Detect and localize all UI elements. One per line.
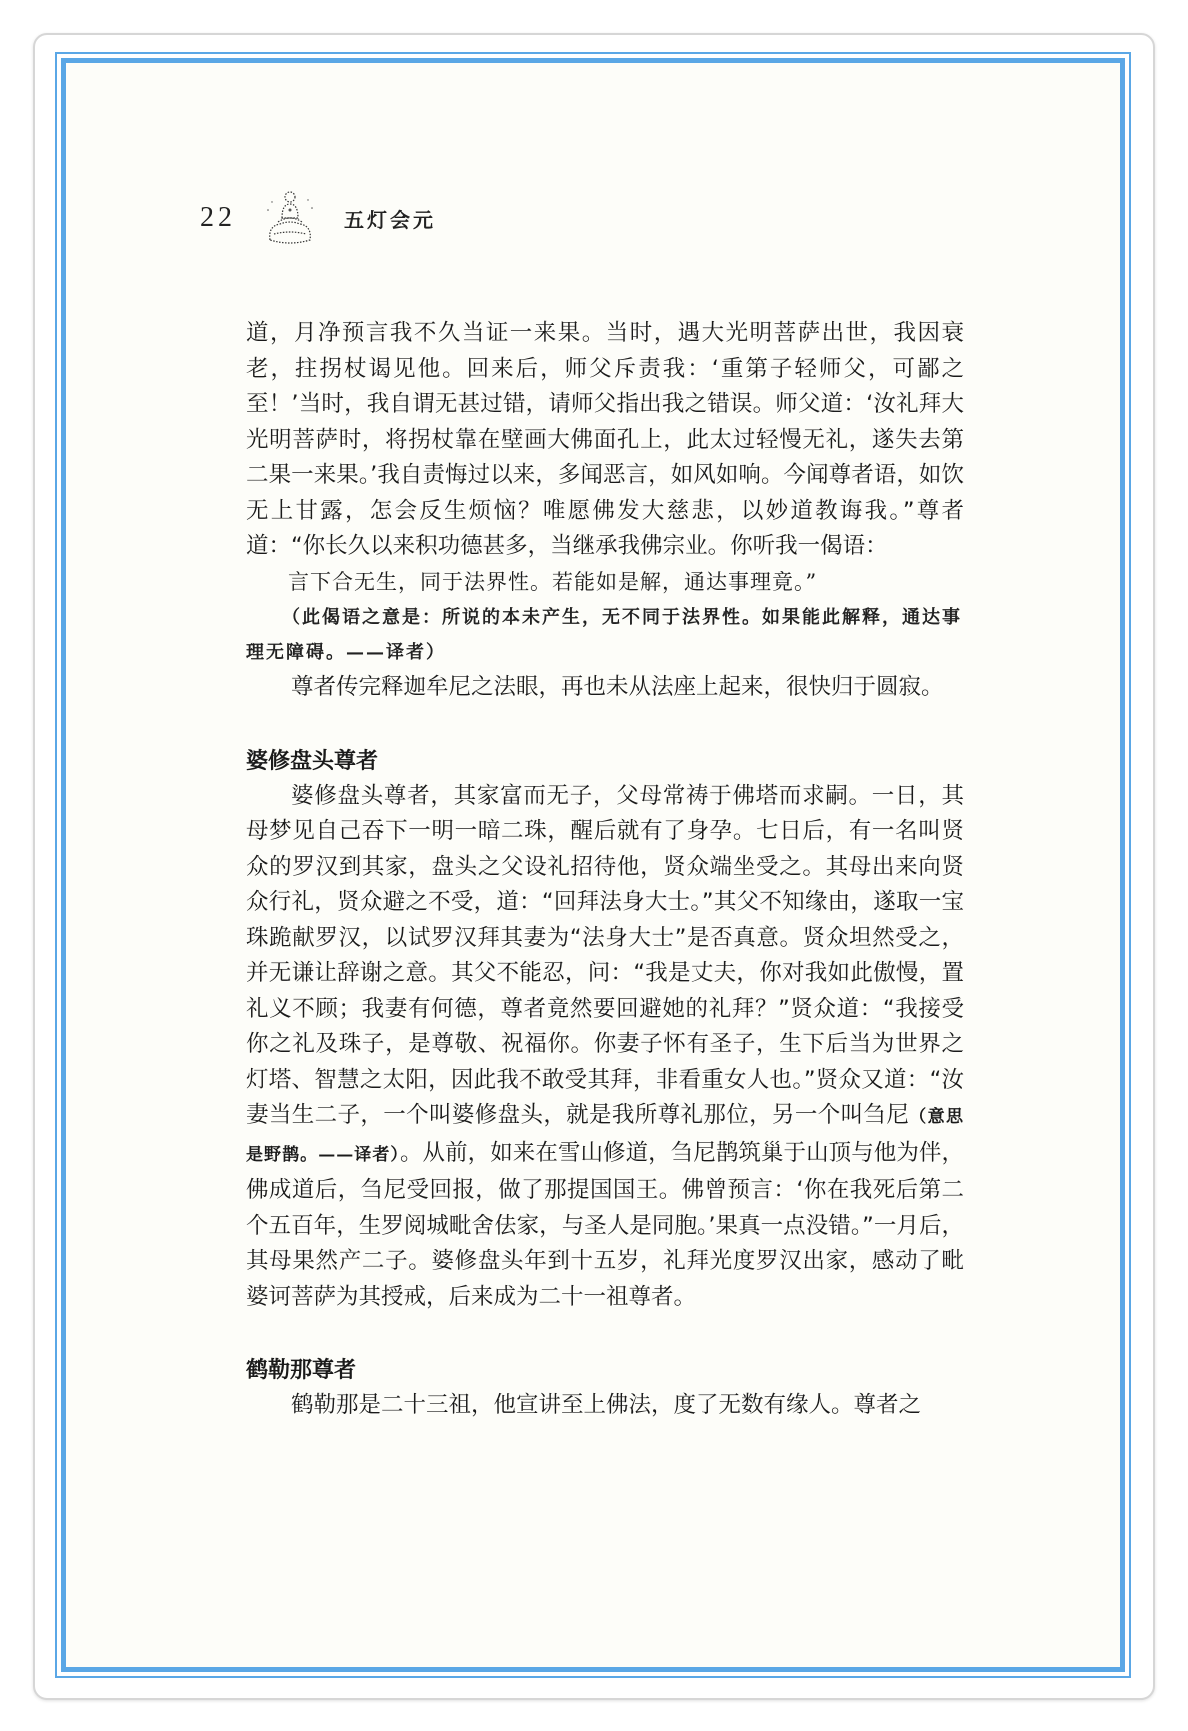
section-heading-vasubandhu: 婆修盘头尊者 [246, 748, 379, 774]
page-number: 22 [200, 202, 236, 233]
paragraph-continued: 道，月净预言我不久当证一来果。当时，遇大光明菩萨出世，我因衰老，拄拐杖谒见他。回来后，师父斥责我：‘重第子轻师父，可鄙之至！’当时，我自谓无甚过错，请师父指出我之错误。师父道：‘汝礼拜大光明菩萨时，将拐杖靠在壁画大佛面孔上，此太过轻慢无礼，遂失去第二果一来果。’我自责悔过以来，多闻恶言，如风如响。今闻尊者语，如饮无上甘露，怎会反生烦恼？唯愿佛发大慈悲，以妙道教诲我。”尊者道：“你长久以来积功德甚多，当继承我佛宗业。你听我一偈语： [246, 320, 964, 559]
running-header [200, 188, 436, 248]
paragraph-text: 。从前，如来在雪山修道，刍尼鹊筑巢于山顶与他为伴，佛成道后，刍尼受回报，做了那提国国王。佛曾预言：‘你在我死后第二个五百年，生罗阅城毗舍佉家，与圣人是同胞。’果真一点没错。”一月后，其母果然产二子。婆修盘头年到十五岁，礼拜光度罗汉出家，感动了毗婆诃菩萨为其授戒，后来成为二十一祖尊者。 [246, 1139, 964, 1310]
section-heading-haklena: 鹤勒那尊者 [246, 1358, 357, 1383]
book-title: 五灯会元 [344, 207, 436, 232]
paragraph-haklena: 鹤勒那是二十三祖，他宣讲至上佛法，度了无数有缘人。尊者之 [291, 1392, 922, 1418]
paragraph-vasubandhu [246, 779, 964, 1316]
paragraph-text: 婆修盘头尊者，其家富而无子，父母常祷于佛塔而求嗣。一日，其母梦见自己吞下一明一暗二珠，醒后就有了身孕。七日后，有一名叫贤众的罗汉到其家，盘头之父设礼招待他，贤众端坐受之。其母出来向贤众行礼，贤众避之不受，道：“回拜法身大士。”其父不知缘由，遂取一宝珠跪献罗汉，以试罗汉拜其妻为“法身大士”是否真意。贤众坦然受之，并无谦让辞谢之意。其父不能忍，问：“我是丈夫，你对我如此傲慢，置礼义不顾；我妻有何德，尊者竟然要回避她的礼拜？”贤众道：“我接受你之礼及珠子，是尊敬、祝福你。你妻子怀有圣子，生下后当为世界之灯塔、智慧之太阳，因此我不敢受其拜，非看重女人也。”贤众又道：“汝妻当生二子，一个叫婆修盘头，就是我所尊礼那位，另一个叫刍尼 [246, 782, 964, 1128]
inline-translator-note: （意思是野鹊。——译者） [246, 1107, 964, 1165]
verse: 言下合无生，同于法界性。若能如是解，通达事理竟。” [288, 569, 818, 594]
translator-note: （此偈语之意是：所说的本未产生，无不同于法界性。如果能此解释，通达事理无障碍。——译者） [246, 607, 962, 663]
body-text [246, 316, 964, 1424]
seated-buddha-icon [264, 188, 316, 248]
paragraph: 尊者传完释迦牟尼之法眼，再也未从法座上起来，很快归于圆寂。 [291, 674, 944, 700]
